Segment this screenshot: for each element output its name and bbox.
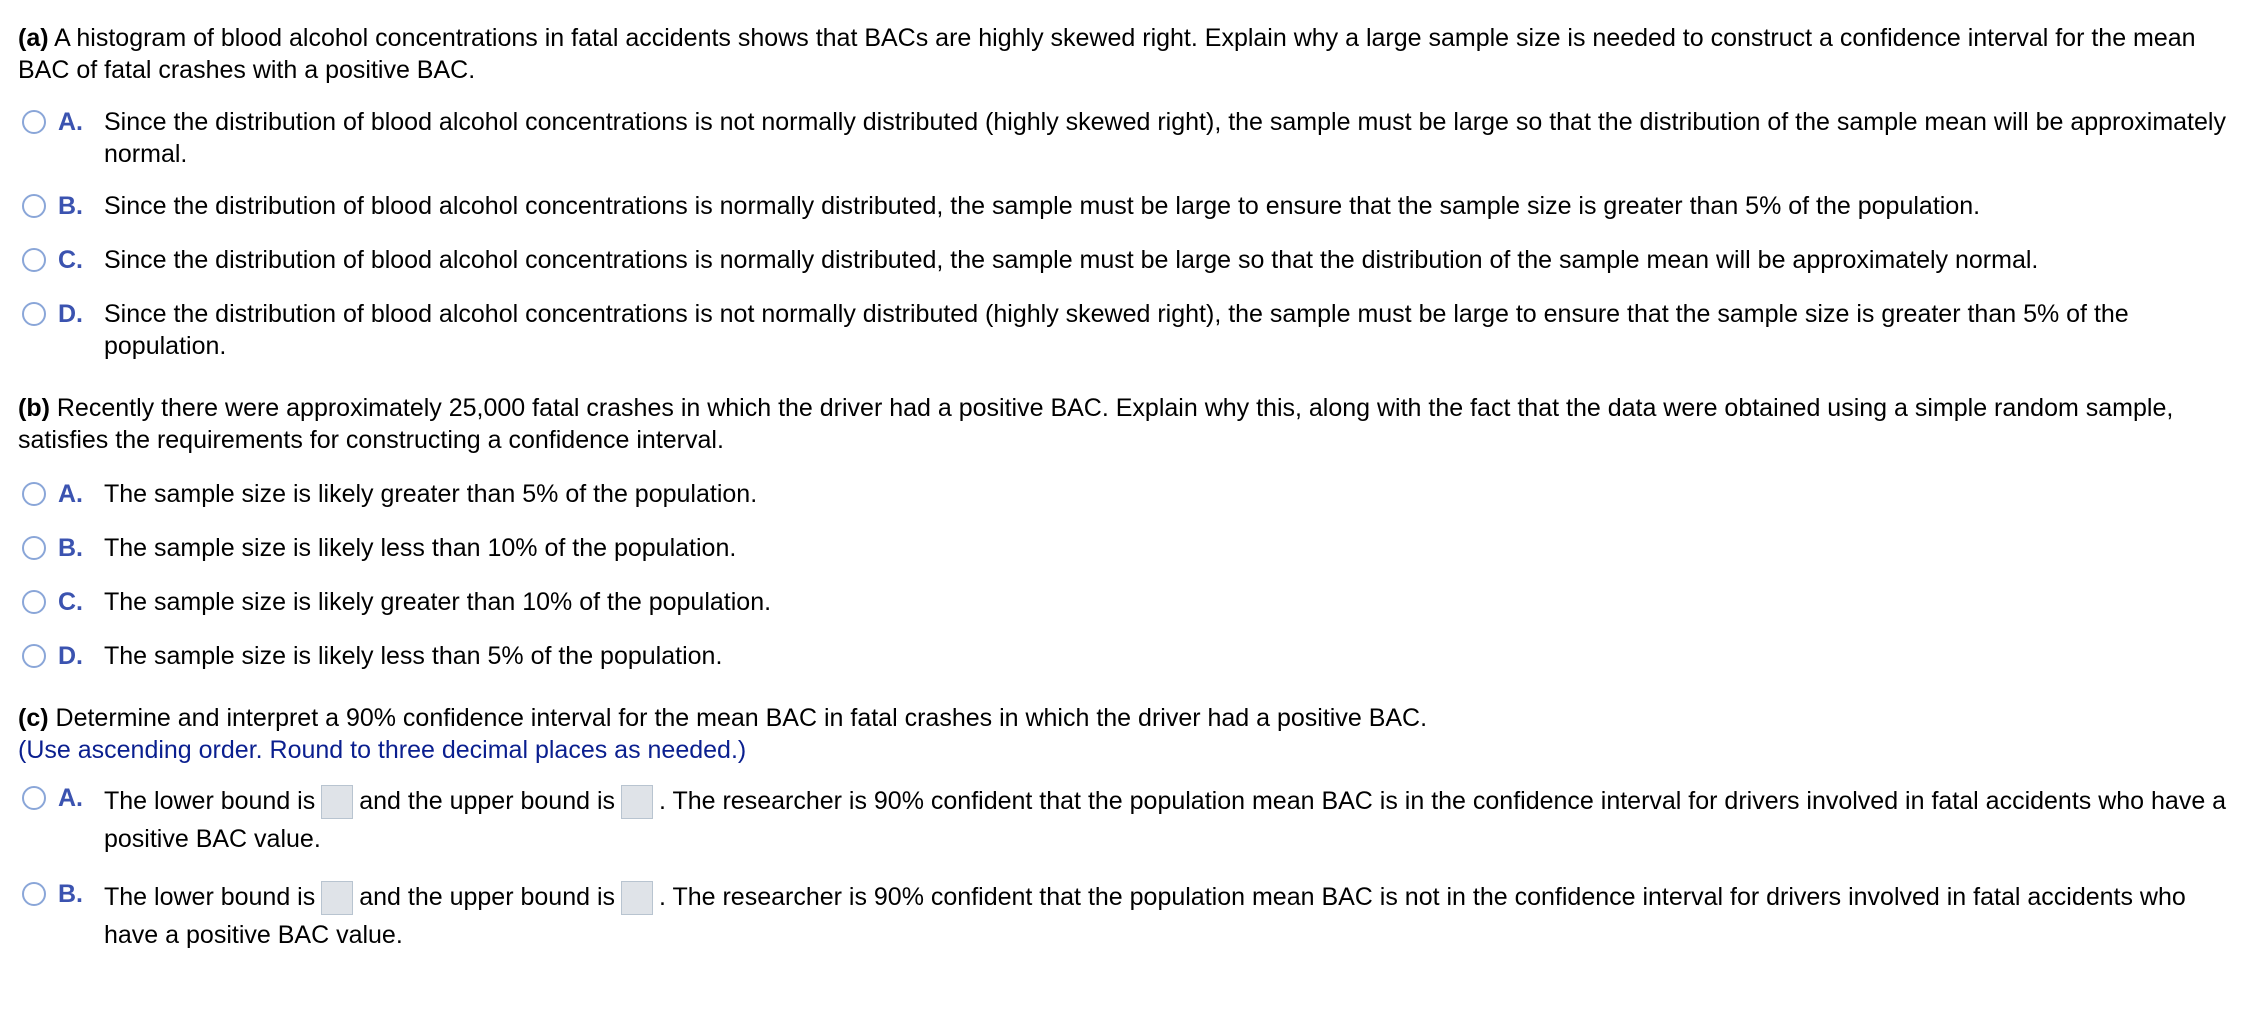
interpretation-text: . The researcher is 90% confident that the population mean BAC is in the confidence interval for drivers involved in fatal accidents who have a positive BAC value. [104,787,2227,853]
radio-button[interactable] [22,110,46,134]
part-a-label: (a) [18,24,49,52]
option-letter: B. [58,880,83,908]
upper-bound-input[interactable] [621,785,653,819]
part-c-question [18,702,2234,734]
radio-button[interactable] [22,882,46,906]
interpretation-text: . The researcher is 90% confident that the population mean BAC is not in the confidence interval for drivers involved in fatal accidents who have a positive BAC value. [104,883,2186,949]
option-text: Since the distribution of blood alcohol concentrations is normally distributed, the sample must be large so that the distribution of the sample mean will be approximately normal. [104,246,2039,274]
part-b-label: (b) [18,394,50,422]
part-c-text: Determine and interpret a 90% confidence interval for the mean BAC in fatal crashes in which the driver had a positive BAC. [55,704,1428,732]
option-text: Since the distribution of blood alcohol concentrations is not normally distributed (highly skewed right), the sample must be large to ensure that the sample size is greater than 5% of the population. [104,300,2129,360]
part-a-text: A histogram of blood alcohol concentrations in fatal accidents shows that BACs are highly skewed right. Explain why a large sample size is needed to construct a confidence interval for the mean BAC of fatal crashes with a positive BAC. [18,24,2196,84]
radio-button[interactable] [22,248,46,272]
lower-bound-input[interactable] [321,785,353,819]
part-c-hint: (Use ascending order. Round to three decimal places as needed.) [18,736,747,764]
option-text: The sample size is likely greater than 10% of the population. [104,588,772,616]
radio-button[interactable] [22,482,46,506]
option-text: The sample size is likely less than 10% of the population. [104,534,737,562]
part-b-option-b[interactable] [18,532,2234,564]
option-letter: C. [58,246,83,274]
radio-button[interactable] [22,194,46,218]
option-letter: B. [58,192,83,220]
part-a-question [18,22,2234,86]
part-a-options [18,106,2234,362]
part-c-options [18,782,2234,954]
lower-bound-prefix: The lower bound is [104,787,316,815]
option-text [104,878,2234,954]
part-b-text: Recently there were approximately 25,000 fatal crashes in which the driver had a positive BAC. Explain why this, along with the fact that the data were obtained using a simple random sample, satisfies the requirements for constructing a confidence interval. [18,394,2174,454]
part-b-option-a[interactable] [18,478,2234,510]
part-c-option-b[interactable] [18,878,2234,954]
option-text: Since the distribution of blood alcohol concentrations is normally distributed, the sample must be large to ensure that the sample size is greater than 5% of the population. [104,192,1981,220]
lower-bound-prefix: The lower bound is [104,883,316,911]
part-a-option-c[interactable] [18,244,2234,276]
upper-bound-prefix: and the upper bound is [359,883,615,911]
option-text [104,782,2234,858]
option-letter: D. [58,300,83,328]
part-c-label: (c) [18,704,49,732]
option-letter: D. [58,642,83,670]
part-a-option-d[interactable] [18,298,2234,362]
radio-button[interactable] [22,536,46,560]
part-b-option-c[interactable] [18,586,2234,618]
upper-bound-prefix: and the upper bound is [359,787,615,815]
option-letter: A. [58,480,83,508]
upper-bound-input[interactable] [621,881,653,915]
option-letter: C. [58,588,83,616]
radio-button[interactable] [22,302,46,326]
option-text: Since the distribution of blood alcohol concentrations is not normally distributed (highly skewed right), the sample must be large so that the distribution of the sample mean will be approximately normal. [104,108,2226,168]
option-letter: B. [58,534,83,562]
option-letter: A. [58,784,83,812]
part-a-option-b[interactable] [18,190,2234,222]
part-a-option-a[interactable] [18,106,2234,170]
part-b-question [18,392,2234,456]
radio-button[interactable] [22,786,46,810]
radio-button[interactable] [22,644,46,668]
option-letter: A. [58,108,83,136]
option-text: The sample size is likely greater than 5% of the population. [104,480,758,508]
part-b-option-d[interactable] [18,640,2234,672]
part-b-options [18,478,2234,672]
lower-bound-input[interactable] [321,881,353,915]
option-text: The sample size is likely less than 5% of the population. [104,642,723,670]
radio-button[interactable] [22,590,46,614]
part-c-option-a[interactable] [18,782,2234,858]
